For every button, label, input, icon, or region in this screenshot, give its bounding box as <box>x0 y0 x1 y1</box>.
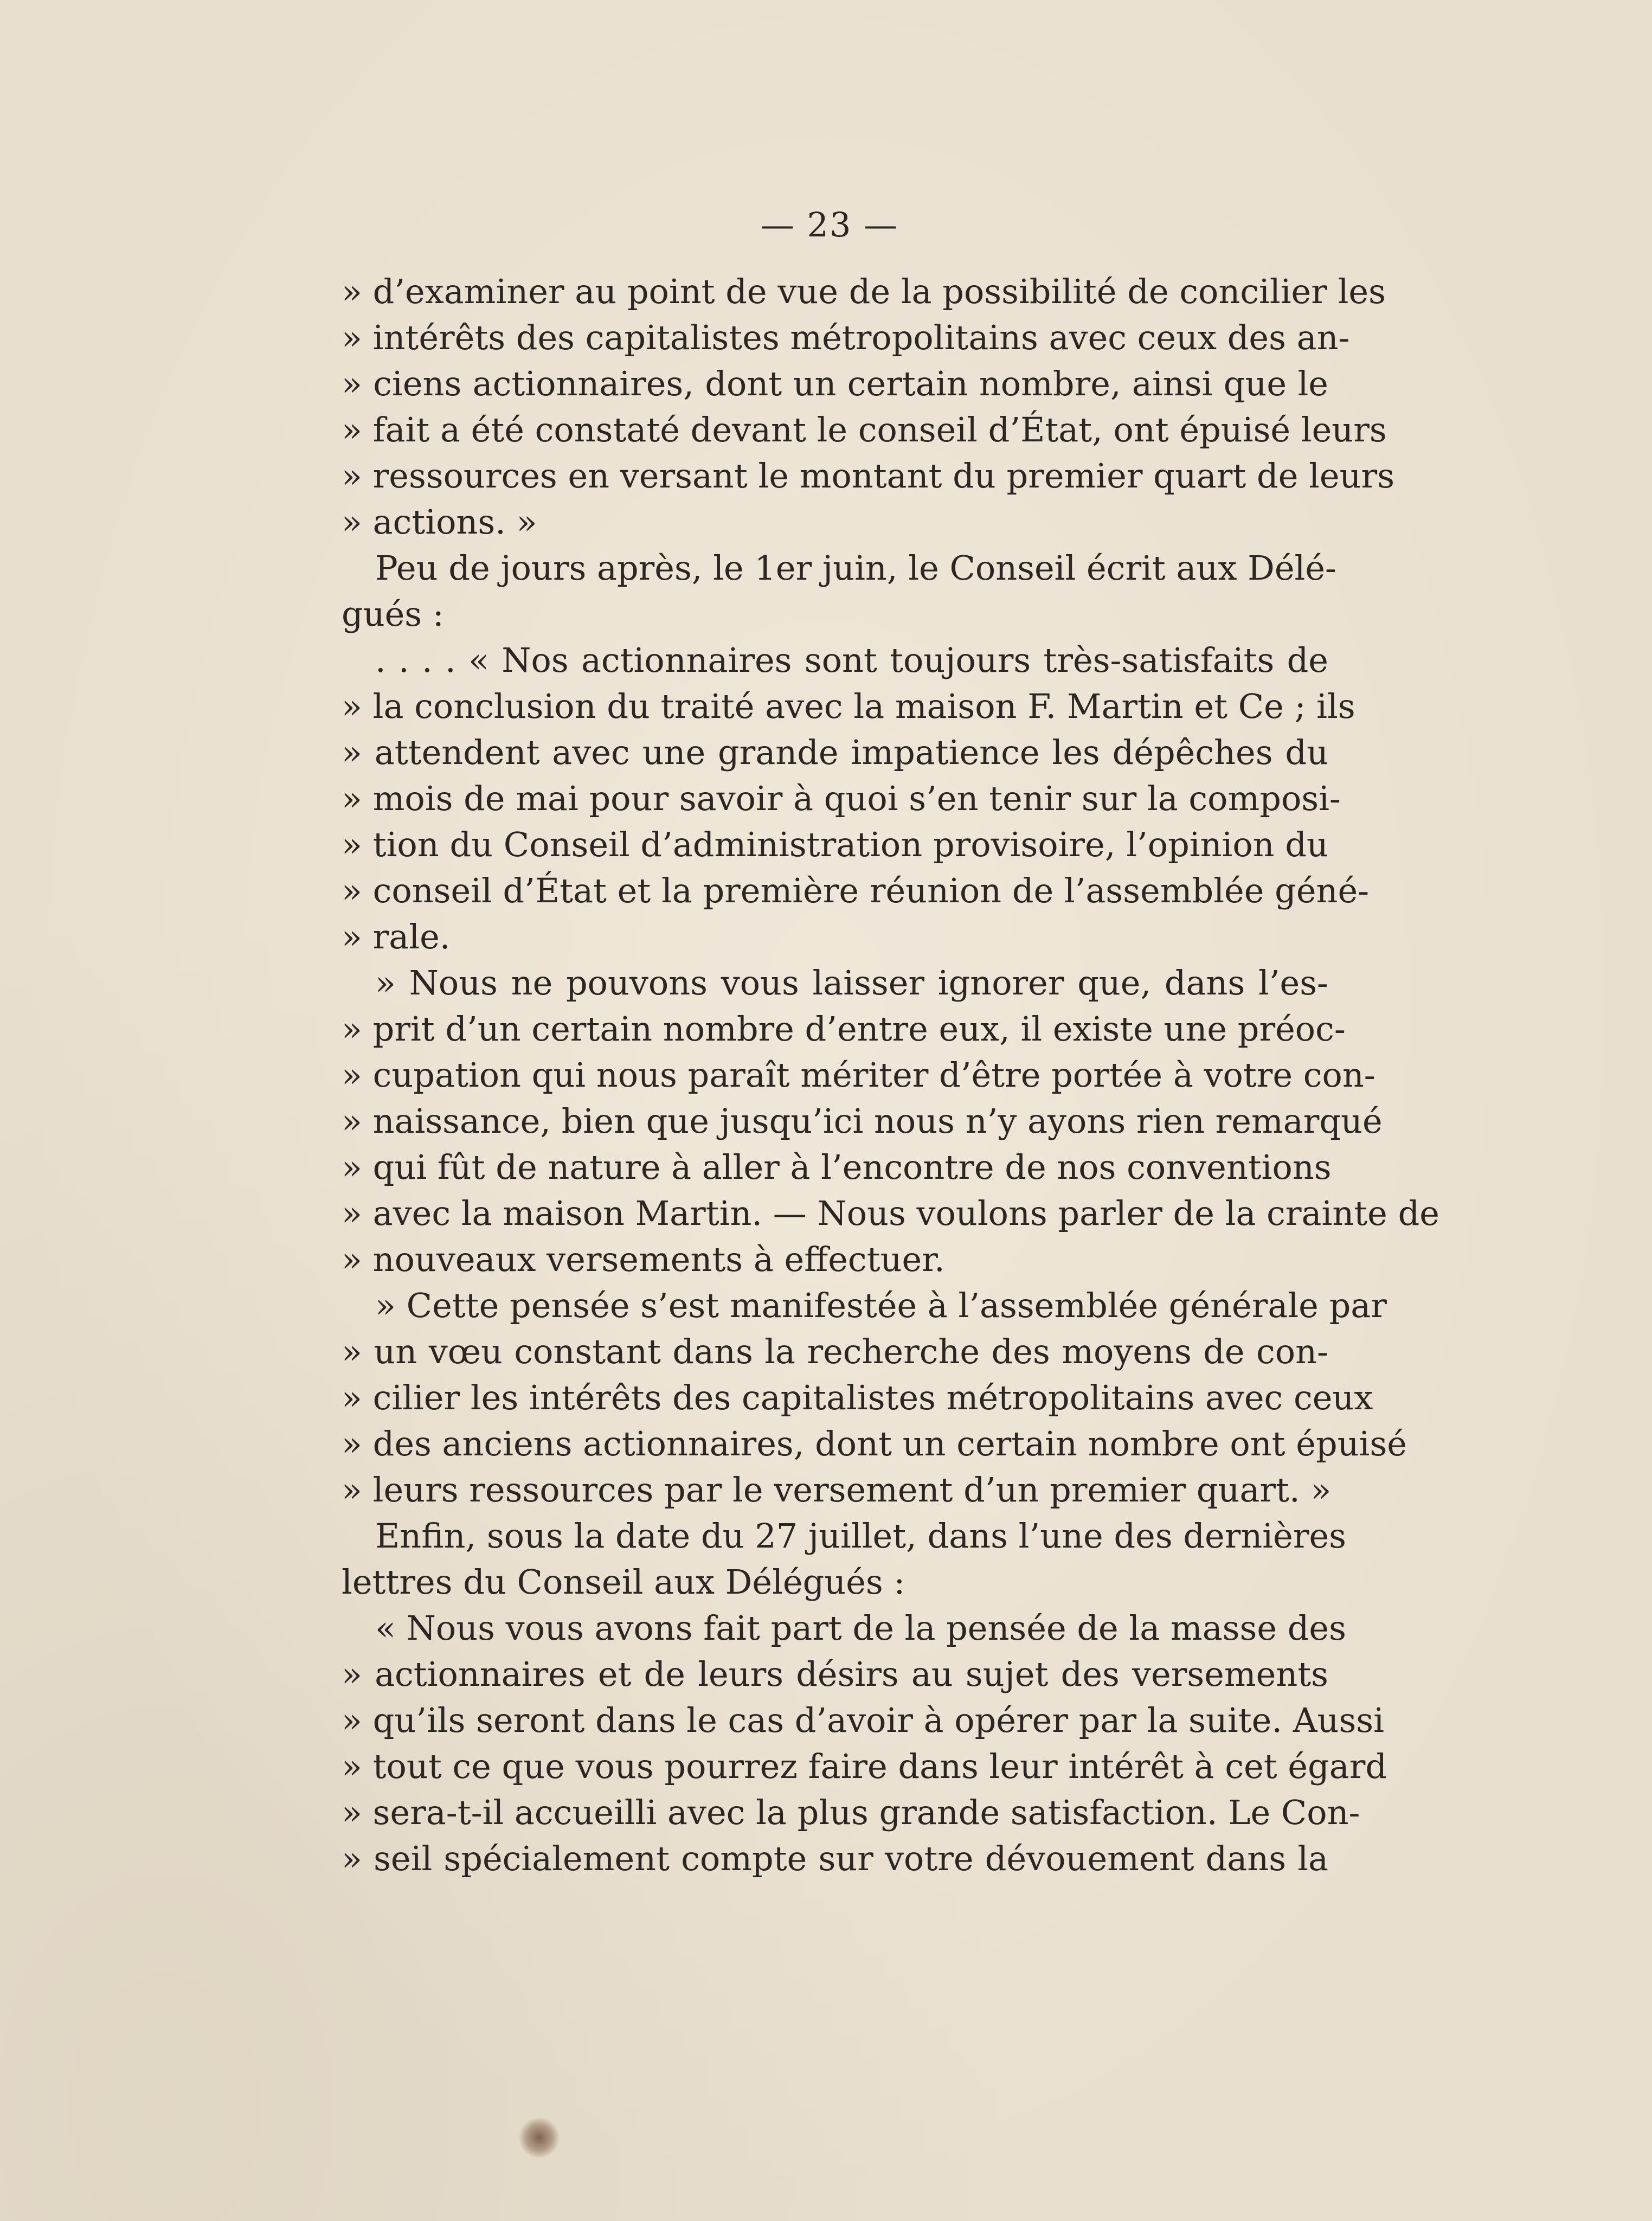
text-line: » intérêts des capitalistes métropolitains avec ceux des an- <box>342 318 1350 357</box>
body-text <box>342 268 1439 1882</box>
text-line: » actionnaires et de leurs désirs au sujet des versements <box>342 1654 1328 1694</box>
text-line: » naissance, bien que jusqu’ici nous n’y ayons rien remarqué <box>342 1101 1383 1141</box>
text-line: » cupation qui nous paraît mériter d’être portée à votre con- <box>342 1055 1375 1095</box>
text-line: » nouveaux versements à effectuer. <box>342 1240 945 1279</box>
text-line: » qui fût de nature à aller à l’encontre de nos conventions <box>342 1147 1332 1187</box>
text-line: Peu de jours après, le 1er juin, le Conseil écrit aux Délé- <box>375 548 1336 588</box>
text-line: » leurs ressources par le versement d’un premier quart. » <box>342 1470 1332 1510</box>
text-line: » actions. » <box>342 502 537 542</box>
text-line: » des anciens actionnaires, dont un certain nombre ont épuisé <box>342 1424 1407 1463</box>
text-line: » seil spécialement compte sur votre dévouement dans la <box>342 1839 1328 1878</box>
text-line: » attendent avec une grande impatience les dépêches du <box>342 733 1328 772</box>
ink-stain <box>519 2117 560 2158</box>
text-line: » rale. <box>342 917 451 957</box>
text-line: » la conclusion du traité avec la maison F. Martin et Ce ; ils <box>342 686 1355 726</box>
text-line: » Nous ne pouvons vous laisser ignorer que, dans l’es- <box>375 963 1328 1003</box>
text-line: . . . . « Nos actionnaires sont toujours très-satisfaits de <box>375 640 1328 680</box>
text-line: » tout ce que vous pourrez faire dans leur intérêt à cet égard <box>342 1747 1387 1786</box>
text-line: » d’examiner au point de vue de la possibilité de concilier les <box>342 272 1386 311</box>
text-line: » Cette pensée s’est manifestée à l’assemblée générale par <box>375 1286 1387 1325</box>
text-line: Enfin, sous la date du 27 juillet, dans l’une des dernières <box>375 1516 1346 1556</box>
page-number: — 23 — <box>760 205 899 245</box>
text-line: » un vœu constant dans la recherche des moyens de con- <box>342 1332 1328 1371</box>
text-line: » ciens actionnaires, dont un certain nombre, ainsi que le <box>342 364 1328 403</box>
text-line: » fait a été constaté devant le conseil d’État, ont épuisé leurs <box>342 410 1387 450</box>
text-line: » conseil d’État et la première réunion de l’assemblée géné- <box>342 871 1370 910</box>
text-line: » sera-t-il accueilli avec la plus grande satisfaction. Le Con- <box>342 1793 1360 1832</box>
text-line: » qu’ils seront dans le cas d’avoir à opérer par la suite. Aussi <box>342 1700 1384 1740</box>
text-line: » mois de mai pour savoir à quoi s’en tenir sur la composi- <box>342 779 1341 818</box>
text-line: » tion du Conseil d’administration provisoire, l’opinion du <box>342 825 1328 864</box>
text-line: gués : <box>342 594 444 634</box>
text-line: » ressources en versant le montant du premier quart de leurs <box>342 456 1395 496</box>
text-line: » cilier les intérêts des capitalistes métropolitains avec ceux <box>342 1378 1373 1417</box>
text-line: » avec la maison Martin. — Nous voulons parler de la crainte de <box>342 1193 1439 1233</box>
text-line: » prit d’un certain nombre d’entre eux, il existe une préoc- <box>342 1009 1346 1049</box>
text-line: lettres du Conseil aux Délégués : <box>342 1562 905 1602</box>
text-line: « Nous vous avons fait part de la pensée de la masse des <box>375 1608 1346 1648</box>
